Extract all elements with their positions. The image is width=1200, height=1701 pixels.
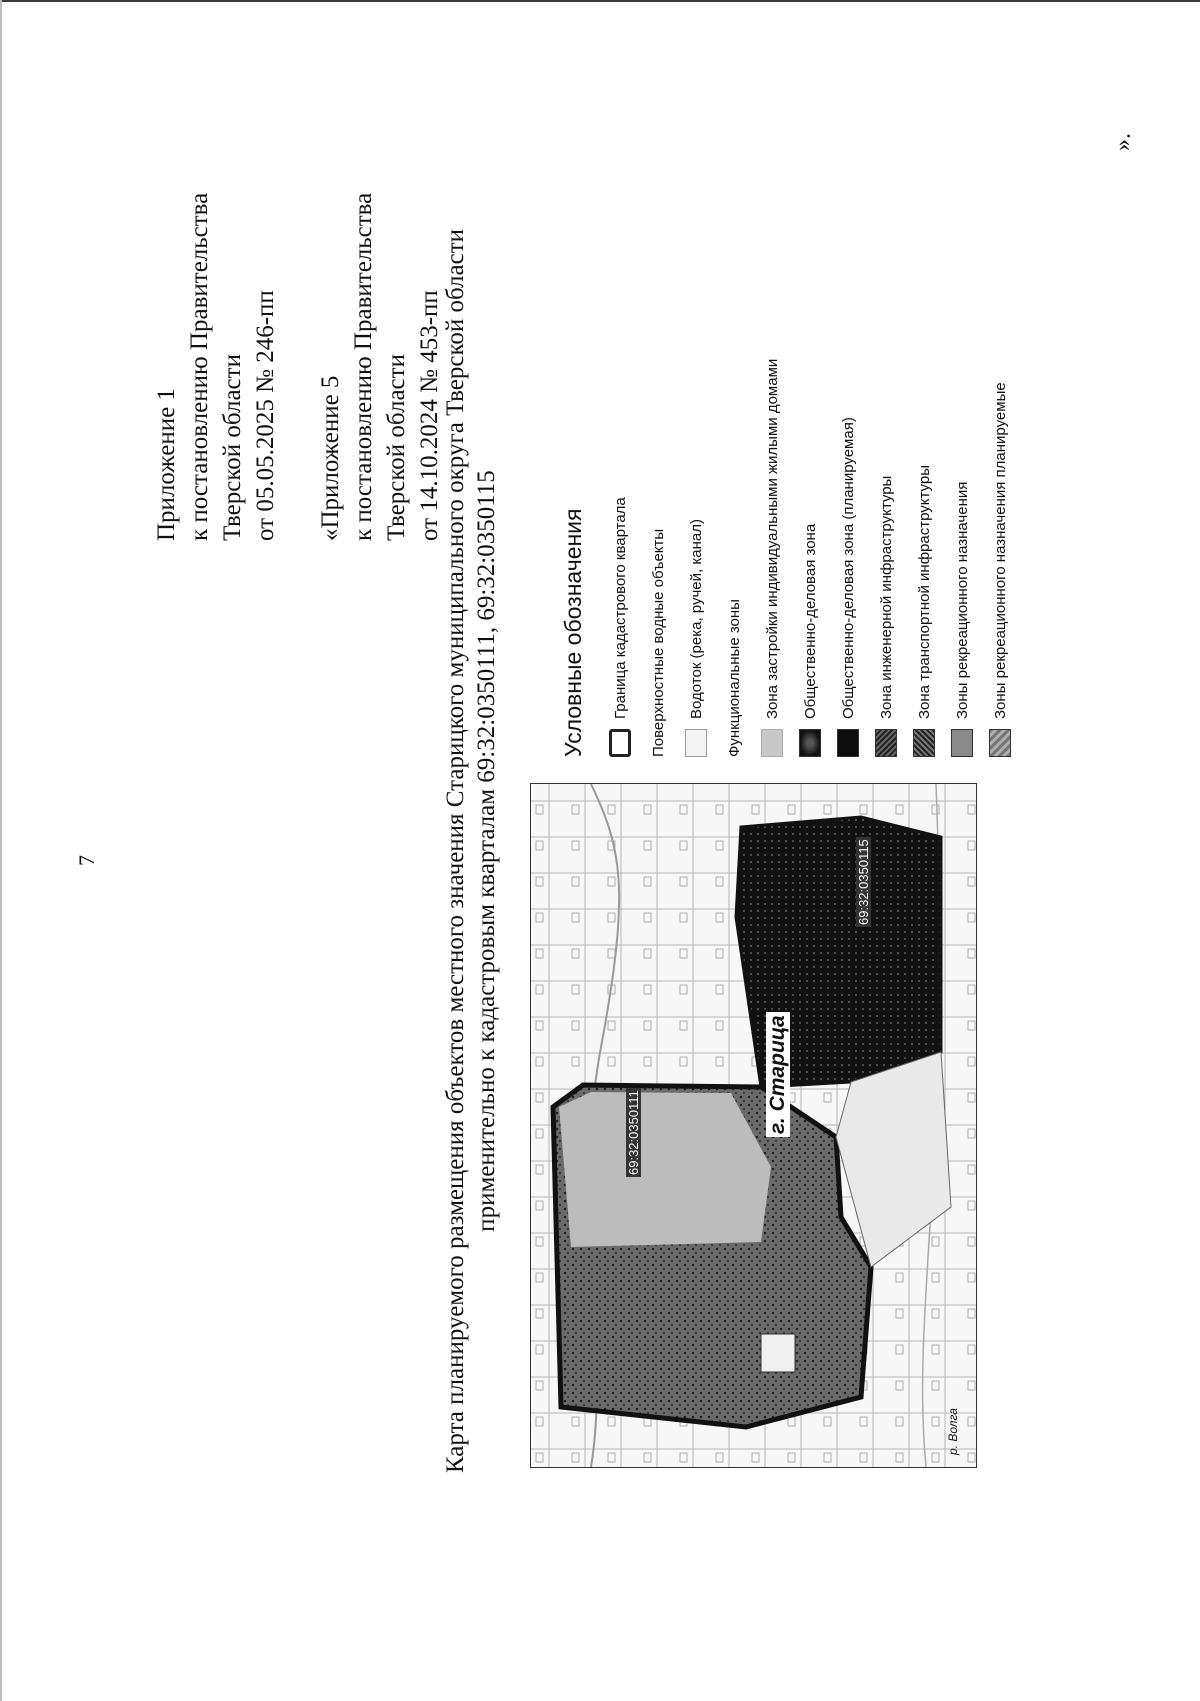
legend-swatch	[951, 729, 973, 757]
legend-title: Условные обозначения	[560, 508, 586, 757]
map-title	[440, 141, 502, 1561]
legend-swatch	[989, 729, 1011, 757]
legend-item	[601, 97, 639, 757]
legend-swatch	[685, 729, 707, 757]
legend-item	[677, 97, 715, 757]
legend-swatch	[875, 729, 897, 757]
legend-item-label: Зоны рекреационного назначения планируемые	[991, 382, 1009, 719]
legend-item-label: Зона инженерной инфраструктуры	[877, 475, 895, 719]
previous-appendix-line-1: «Приложение 5	[317, 375, 344, 541]
legend-list	[601, 97, 1019, 757]
legend-item	[867, 97, 905, 757]
map-image	[530, 783, 977, 1468]
appendix-line-3: Тверской области	[219, 354, 246, 541]
legend-swatch	[761, 729, 783, 757]
legend-item-label: Зоны рекреационного назначения	[953, 481, 971, 719]
appendix-line-2: к постановлению Правительства	[186, 192, 213, 541]
legend-item	[753, 97, 791, 757]
legend-item-label: Функциональные зоны	[725, 599, 743, 757]
appendix-line-4: от 05.05.2025 № 246-пп	[252, 290, 279, 541]
legend-item	[943, 97, 981, 757]
legend-item-label: Общественно-деловая зона	[801, 523, 819, 719]
appendix-header	[150, 41, 446, 541]
legend-item	[715, 97, 753, 757]
map-drawing	[531, 784, 976, 1467]
previous-appendix-line-3: Тверской области	[383, 354, 410, 541]
map-title-line-1: Карта планируемого размещения объектов местного значения Старицкого муниципального округа Тверской области	[442, 228, 469, 1474]
legend-swatch	[799, 729, 821, 757]
quarter-0350111-label: 69:32:0350111	[626, 1090, 641, 1175]
legend-item-label: Общественно-деловая зона (планируемая)	[839, 417, 857, 719]
legend	[560, 97, 1019, 757]
legend-item	[981, 97, 1019, 757]
residential-zone	[559, 1092, 771, 1247]
appendix-line-1: Приложение 1	[153, 388, 180, 541]
legend-item-label: Граница кадастрового квартала	[611, 497, 629, 719]
legend-item	[791, 97, 829, 757]
closing-quote: ».	[1110, 133, 1136, 151]
map-plot	[761, 1334, 795, 1372]
map-title-line-2: применительно к кадастровым кварталам 69:32:0350111, 69:32:0350115	[473, 470, 500, 1232]
previous-appendix-line-4: от 14.10.2024 № 453-пп	[416, 290, 443, 541]
quarter-0350115-label: 69:32:0350115	[856, 839, 871, 925]
legend-swatch	[837, 729, 859, 757]
legend-item	[905, 97, 943, 757]
legend-swatch	[609, 729, 631, 757]
legend-item-label: Зона застройки индивидуальными жилыми домами	[763, 358, 781, 719]
legend-swatch	[913, 729, 935, 757]
legend-item-label: Зона транспортной инфраструктуры	[915, 464, 933, 719]
city-label: г. Старица	[766, 1012, 790, 1137]
legend-item-label: Водоток (река, ручей, канал)	[687, 519, 705, 719]
river-label: р. Волга	[946, 1408, 960, 1455]
legend-item	[829, 97, 867, 757]
legend-item	[639, 97, 677, 757]
page-number: 7	[74, 855, 99, 866]
legend-item-label: Поверхностные водные объекты	[649, 528, 667, 757]
previous-appendix-line-2: к постановлению Правительства	[350, 192, 377, 541]
